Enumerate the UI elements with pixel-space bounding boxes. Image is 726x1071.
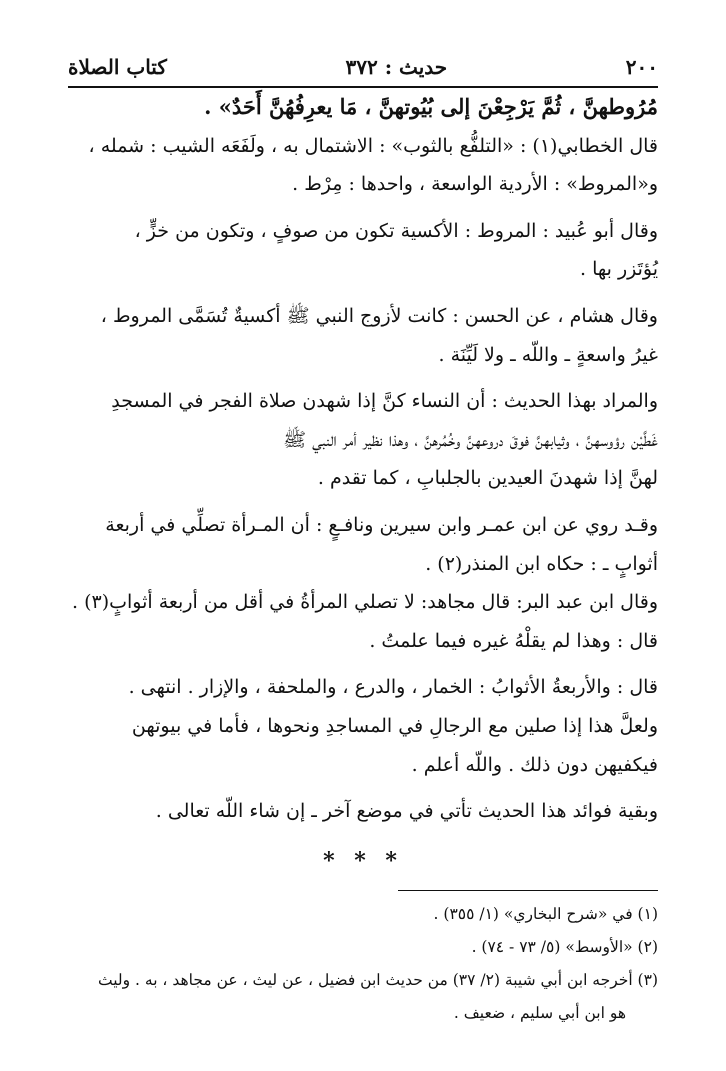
paragraph-abu-ubaid-line-1: وقال أبو عُبيد : المروط : الأكسية تكون من صوفٍ ، وتكون من خزٍّ ،	[134, 219, 658, 242]
footnote-3-line-2: هو ابن أبي سليم ، ضعيف .	[453, 1004, 626, 1022]
paragraph-meaning-line-3: لهنَّ إذا شهدنَ العيدين بالجلبابِ ، كما تقدم .	[317, 467, 658, 490]
paragraph-khattabi-line-1: قال الخطابي(١) : «التلفُّع بالثوب» : الاشتمال به ، ولَفَعَه الشيب : شمله ،	[88, 134, 658, 157]
paragraph-khattabi-line-2: و«المروط» : الأردية الواسعة ، واحدها : مِرْط .	[292, 173, 658, 196]
paragraph-hisham-line-2: غيرُ واسعةٍ ـ واللّه ـ ولا لَيِّنَة .	[438, 343, 658, 366]
paragraph-perhaps-line-2: فيكفيهن دون ذلك . واللّه أعلم .	[411, 753, 658, 776]
paragraph-meaning-line-2: غَطَّيْن رؤوسهنَّ ، وثيابهنَّ فوقَ دروعهنَّ وخُمُرهنَّ ، وهذا نظير أمر النبي ﷺ	[283, 428, 658, 451]
hadith-ending-line: مُرُوطهنَّ ، ثُمَّ يَرْجِعْنَ إلى بُيُوتهنَّ ، مَا يعرِفُهُنَّ أَحَدٌ» .	[204, 94, 658, 119]
section-separator: * * *	[323, 848, 403, 874]
paragraph-four-garments-line-2: أثوابٍ ـ : حكاه ابن المنذر(٢) .	[425, 552, 658, 575]
paragraph-abu-ubaid-line-2: يُؤتَزر بها .	[579, 258, 658, 281]
footnote-divider	[398, 890, 658, 891]
main-text	[68, 88, 658, 831]
footnote-3-line-1: (٣) أخرجه ابن أبي شيبة (٢/ ٣٧) من حديث ابن فضيل ، عن ليث ، عن مجاهد ، به . وليث	[98, 971, 658, 989]
paragraph-no-one-else: قال : وهذا لم يقلْهُ غيره فيما علمتُ .	[369, 629, 658, 652]
footnote-1: (١) في «شرح البخاري» (١/ ٣٥٥) .	[433, 905, 658, 923]
paragraph-ibn-abd-al-barr: وقال ابن عبد البر: قال مجاهد: لا تصلي المرأةُ في أقل من أربعة أثوابٍ(٣) .	[71, 591, 658, 614]
paragraph-four-garments-line-1: وقـد روي عن ابن عمـر وابن سيرين ونافـعٍ : أن المـرأة تصلِّي في أربعة	[105, 513, 658, 536]
footnote-2: (٢) «الأوسط» (٥/ ٧٣ - ٧٤) .	[471, 938, 658, 956]
footnotes	[68, 898, 658, 1030]
page-number: ٢٠٠	[625, 55, 658, 79]
paragraph-meaning-line-1: والمراد بهذا الحديث : أن النساء كنَّ إذا شهدن صلاة الفجر في المسجدِ	[111, 390, 658, 413]
book-title: كتاب الصلاة	[68, 55, 167, 79]
paragraph-perhaps-line-1: ولعلَّ هذا إذا صلين مع الرجالِ في المساجدِ ونحوها ، فأما في بيوتهن	[131, 714, 658, 737]
page-header	[68, 52, 658, 82]
paragraph-hisham-line-1: وقال هشام ، عن الحسن : كانت لأزوج النبي ﷺ أكسيةٌ تُسَمَّى المروط ،	[100, 304, 658, 327]
hadith-number: حديث : ٣٧٢	[345, 55, 448, 79]
paragraph-remaining-benefits: وبقية فوائد هذا الحديث تأتي في موضع آخر ـ إن شاء اللّه تعالى .	[155, 800, 658, 823]
paragraph-garments-list: قال : والأربعةُ الأثوابُ : الخمار ، والدرع ، والملحفة ، والإزار . انتهى .	[128, 676, 658, 699]
